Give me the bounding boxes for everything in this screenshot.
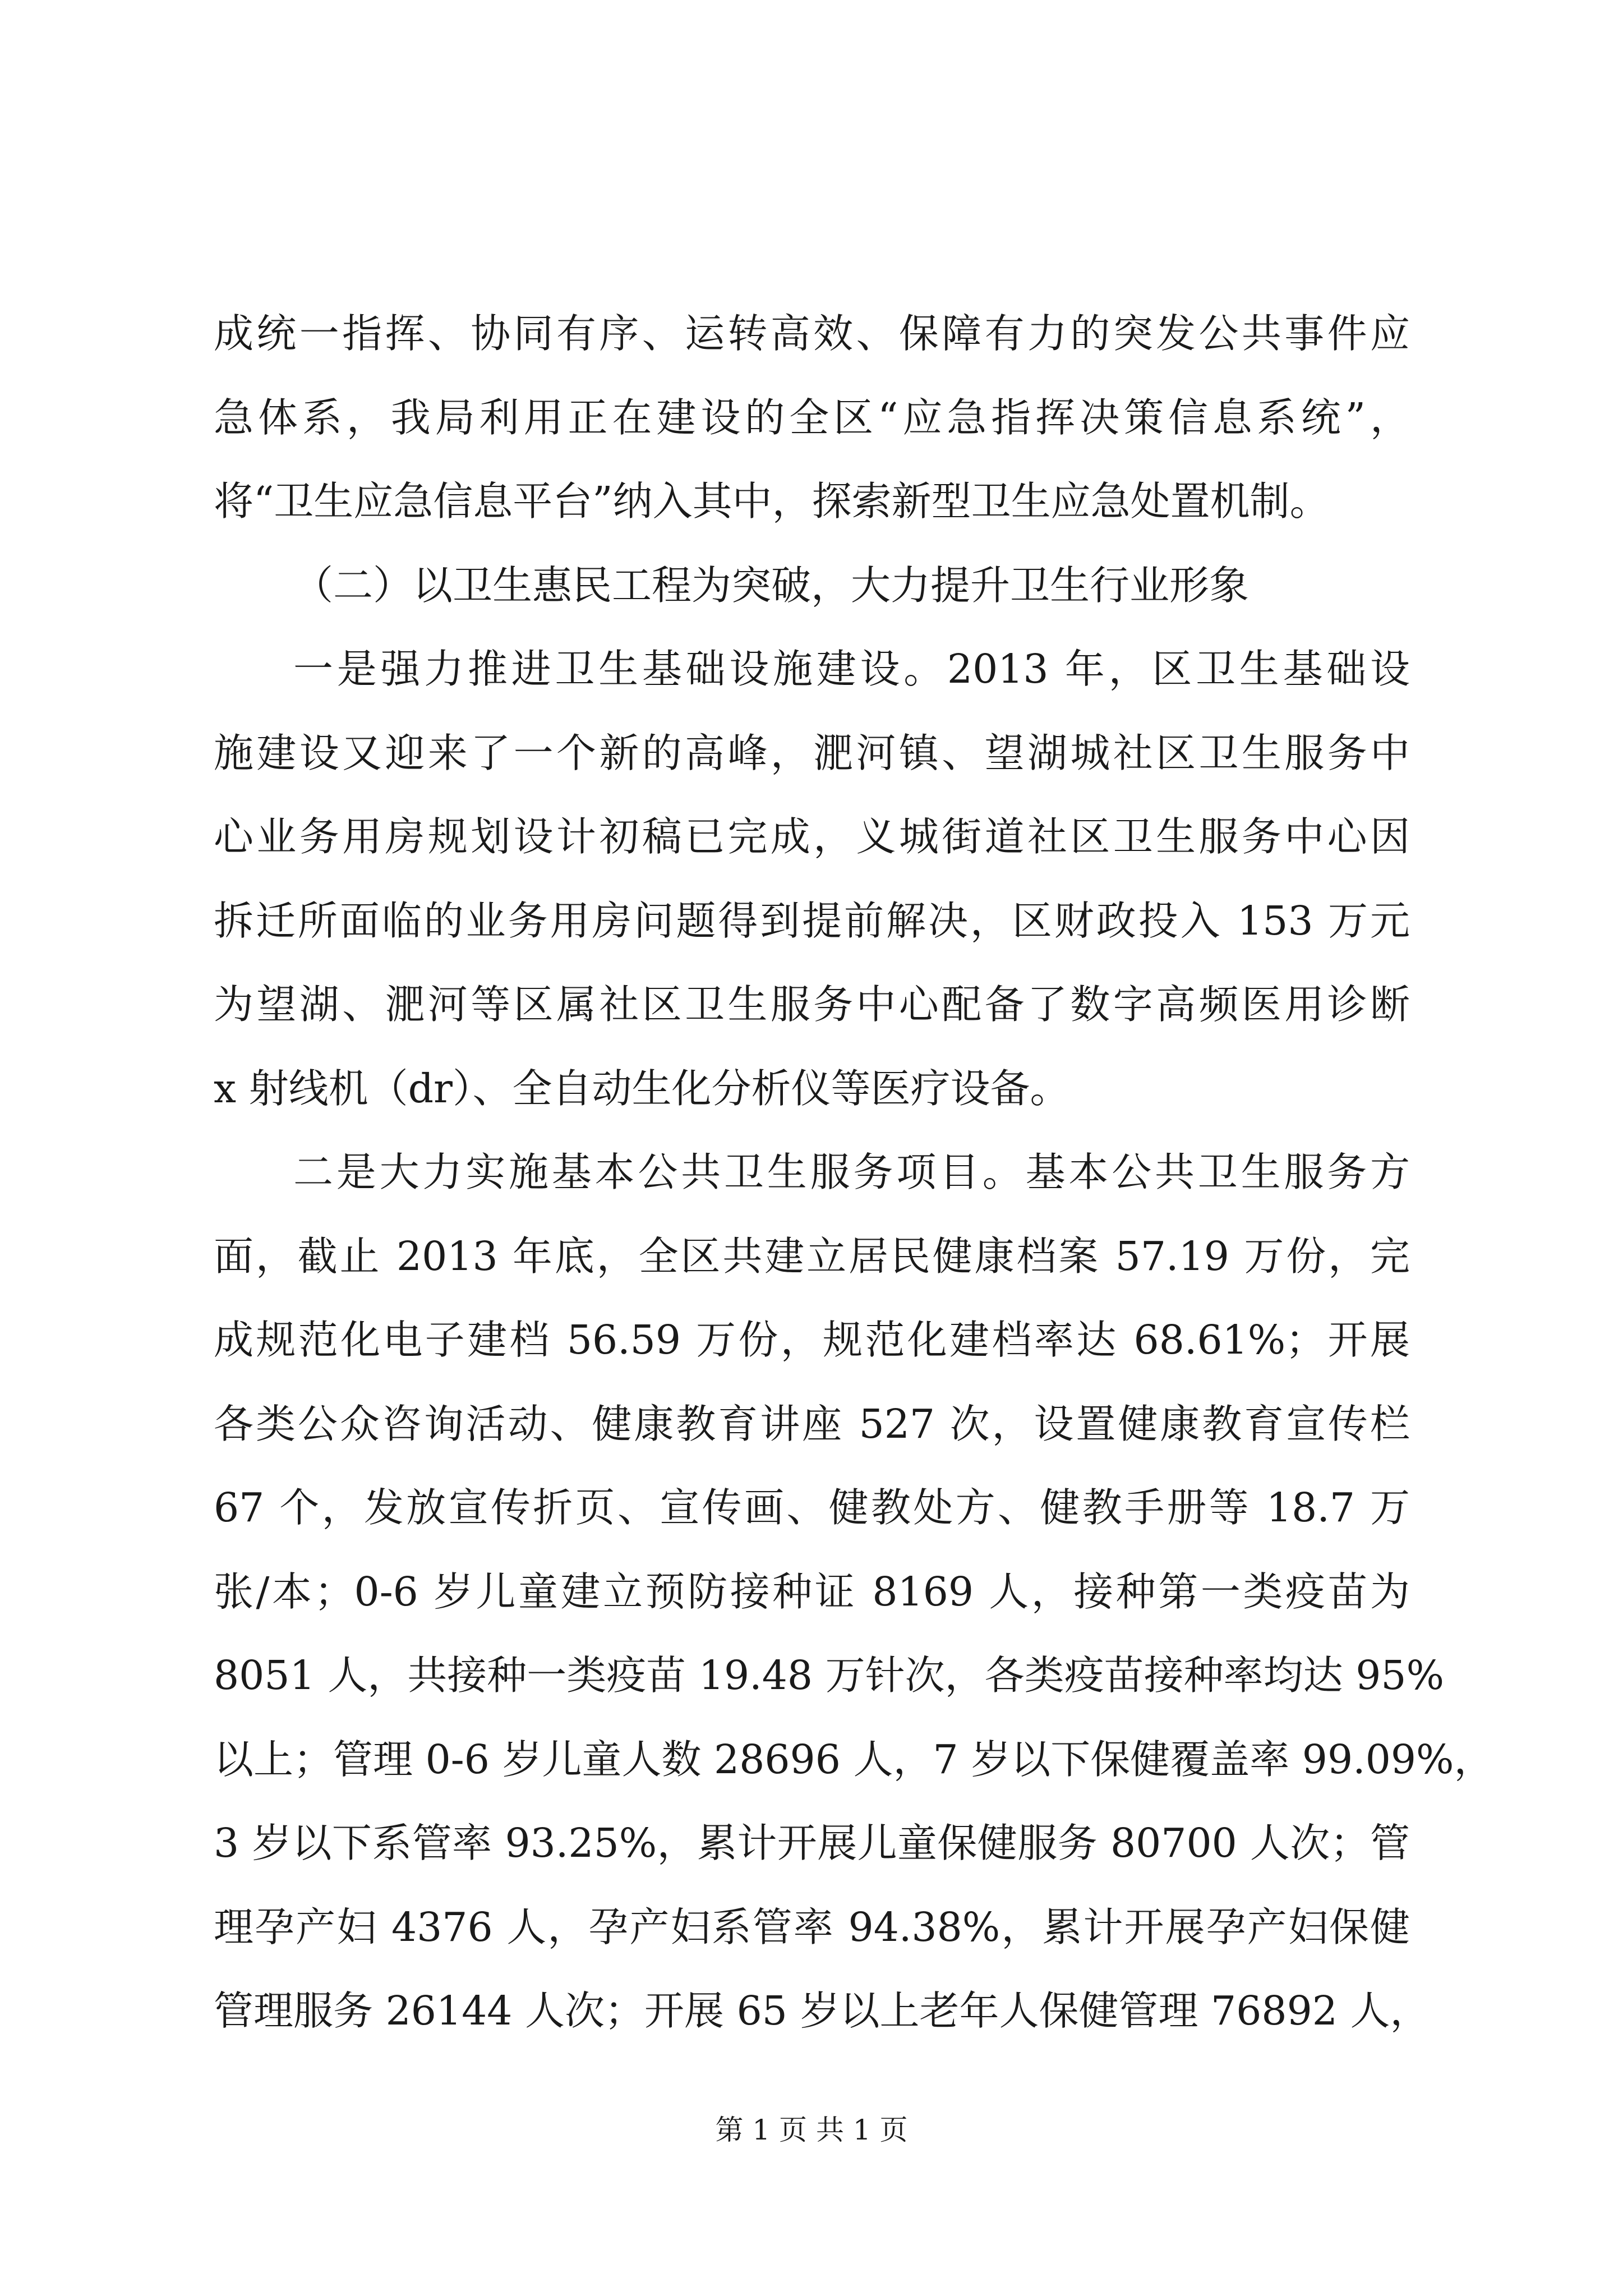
text-line: 急体系，我局利用正在建设的全区“应急指挥决策信息系统”， xyxy=(214,394,1410,441)
text-line: 8051 人，共接种一类疫苗 19.48 万针次，各类疫苗接种率均达 95% xyxy=(214,1652,1445,1699)
text-line: 面，截止 2013 年底，全区共建立居民健康档案 57.19 万份，完 xyxy=(214,1232,1410,1280)
text-line: 张/本；0-6 岁儿童建立预防接种证 8169 人，接种第一类疫苗为 xyxy=(214,1568,1410,1615)
text-line: 管理服务 26144 人次；开展 65 岁以上老年人保健管理 76892 人， xyxy=(214,1987,1430,2034)
text-line: 以上；管理 0-6 岁儿童人数 28696 人，7 岁以下保健覆盖率 99.09%， xyxy=(214,1736,1494,1783)
text-line: 施建设又迎来了一个新的高峰，淝河镇、望湖城社区卫生服务中 xyxy=(214,729,1410,776)
text-line: 为望湖、淝河等区属社区卫生服务中心配备了数字高频医用诊断 xyxy=(214,981,1410,1028)
text-line: 3 岁以下系管率 93.25%，累计开展儿童保健服务 80700 人次；管 xyxy=(214,1820,1410,1866)
section-heading: （二）以卫生惠民工程为突破，大力提升卫生行业形象 xyxy=(293,562,1249,609)
text-line: x 射线机（dr）、全自动生化分析仪等医疗设备。 xyxy=(214,1065,1070,1112)
text-line: 一是强力推进卫生基础设施建设。2013 年，区卫生基础设 xyxy=(293,646,1410,692)
text-line: 拆迁所面临的业务用房问题得到提前解决，区财政投入 153 万元 xyxy=(214,897,1410,944)
text-line: 理孕产妇 4376 人，孕产妇系管率 94.38%，累计开展孕产妇保健 xyxy=(214,1903,1410,1950)
page-footer: 第 1 页 共 1 页 xyxy=(715,2114,908,2146)
text-line: 将“卫生应急信息平台”纳入其中，探索新型卫生应急处置机制。 xyxy=(214,478,1330,524)
document-body xyxy=(214,292,1494,2053)
text-line: 二是大力实施基本公共卫生服务项目。基本公共卫生服务方 xyxy=(293,1149,1410,1195)
text-line: 成统一指挥、协同有序、运转高效、保障有力的突发公共事件应 xyxy=(214,310,1410,357)
text-line: 成规范化电子建档 56.59 万份，规范化建档率达 68.61%；开展 xyxy=(214,1317,1410,1363)
text-line: 各类公众咨询活动、健康教育讲座 527 次，设置健康教育宣传栏 xyxy=(214,1400,1410,1447)
text-line: 67 个，发放宣传折页、宣传画、健教处方、健教手册等 18.7 万 xyxy=(214,1484,1410,1531)
text-line: 心业务用房规划设计初稿已完成，义城街道社区卫生服务中心因 xyxy=(214,813,1410,860)
